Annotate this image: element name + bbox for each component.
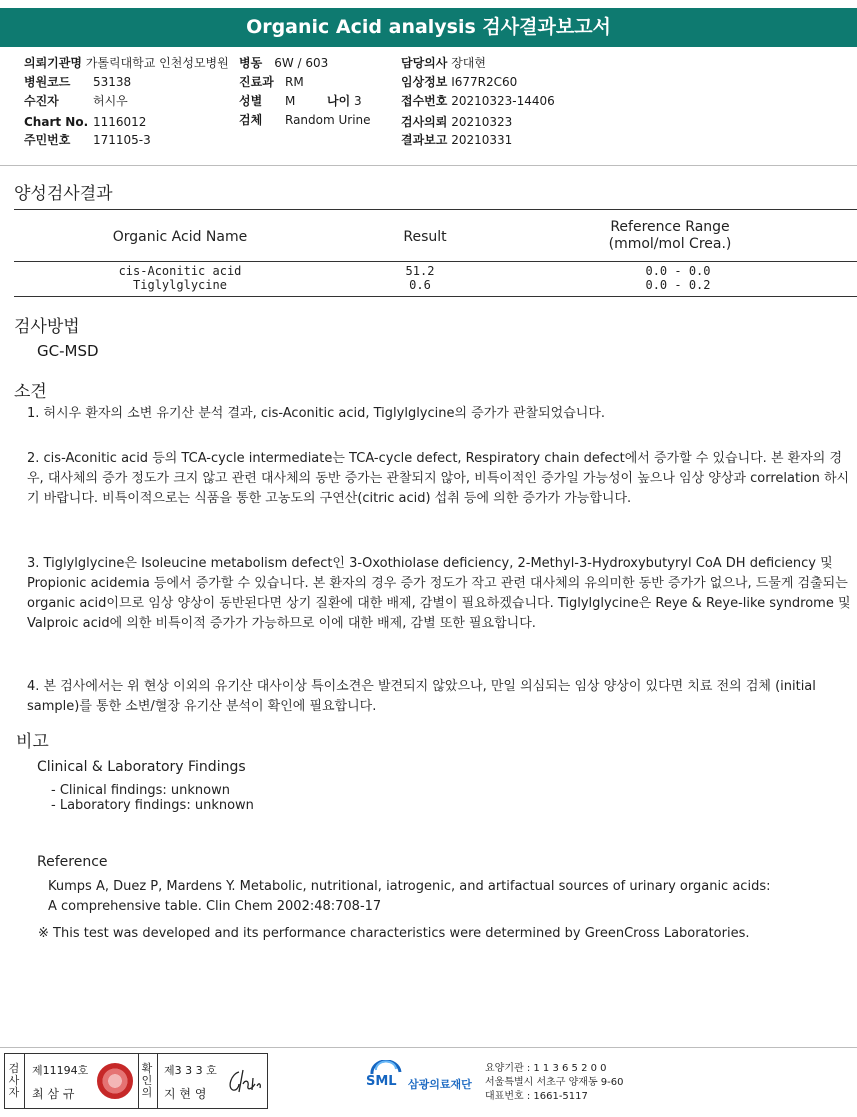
sml-logo-text: SML [366, 1074, 397, 1089]
organization-phone: 대표번호 : 1661-5117 [485, 1091, 588, 1102]
report-title: Organic Acid analysis 검사결과보고서 [0, 8, 857, 47]
handwritten-signature-icon [225, 1066, 263, 1096]
hospital-code: 병원코드 53138 [24, 75, 132, 89]
clinical-findings-title: Clinical & Laboratory Findings [37, 759, 246, 775]
table-row-2-name: Tiglylglycine [133, 278, 227, 292]
organization-address: 서울특별시 서초구 양재동 9-60 [485, 1077, 624, 1088]
table-row-2-result: 0.6 [409, 278, 431, 292]
clinical-info: 임상정보 I677R2C60 [401, 75, 518, 89]
organization-code: 요양기관 : 1 1 3 6 5 2 0 0 [485, 1063, 607, 1074]
confirmer-label: 확인의 [141, 1062, 153, 1099]
sex: 성별 M [239, 94, 296, 108]
patient-header [0, 50, 857, 166]
tester-name: 최 삼 규 [32, 1087, 75, 1101]
reference-line-2: A comprehensive table. Clin Chem 2002:48:708-17 [48, 899, 382, 914]
organization-name: 삼광의료재단 [408, 1078, 472, 1091]
confirmer-number: 제3 3 3 호 [164, 1064, 217, 1077]
finding-paragraph-2: 2. cis-Aconitic acid 등의 TCA-cycle intermediate는 TCA-cycle defect, Respiratory chain defect에서 증가할 수 있습니다. 본 환자의 경우, 대사체의 증가 정도가 크지 않고 관련 대사체의 동반 증가는 관찰되지 않아, 비특이적인 증가일 가능성이 높으나 임상 양상과 correlation 하시기 바랍니다. 비특이적으로는 식품을 통한 고농도의 구연산(citric acid) 섭취 등에 의한 증가가 가능합니다. [27, 451, 850, 506]
table-top-rule [14, 209, 857, 210]
positive-results-title: 양성검사결과 [14, 184, 113, 204]
age: 나이 3 [327, 94, 362, 108]
finding-paragraph-4: 4. 본 검사에서는 위 현상 이외의 유기산 대사이상 특이소견은 발견되지 않았으나, 만일 의심되는 임상 양상이 있다면 치료 전의 검체 (initial sample)를 통한 소변/혈장 유기산 분석이 확인에 필요합니다. [27, 679, 816, 714]
table-bottom-rule [14, 296, 857, 297]
list-item: - Laboratory findings: unknown [51, 798, 254, 813]
tester-number: 제11194호 [32, 1064, 89, 1077]
column-header-range: Reference Range (mmol/mol Crea.) [608, 219, 732, 252]
table-row-1-range: 0.0 - 0.0 [645, 264, 711, 278]
test-note: ※ This test was developed and its performance characteristics were determined by GreenCross Laboratories. [38, 926, 750, 941]
table-row-1-result: 51.2 [405, 264, 435, 278]
requesting-institution: 의뢰기관명 가톨릭대학교 인천성모병원 [24, 56, 229, 70]
report-date: 결과보고 20210331 [401, 133, 513, 147]
remarks-title: 비고 [16, 732, 49, 752]
finding-paragraph-3: 3. Tiglylglycine은 Isoleucine metabolism defect인 3-Oxothiolase deficiency, 2-Methyl-3-Hydroxybutyryl CoA DH deficiency 및 Propionic acidemia 등에서 증가할 수 있습니다. 본 환자의 경우 증가 정도가 작고 관련 대사체의 유의미한 동반 증가가 없으나, 드물게 검출되는 organic acid이므로 임상 양상이 동반된다면 상기 질환에 대한 배제, 감별이 필요하겠습니다. Tiglylglycine은 Reye & Reye-like syndrome 및 Valproic acid에 의한 비특이적 증가가 가능하므로 이에 대한 배제, 감별 또한 필요합니다. [27, 556, 851, 631]
confirmer-name: 지 현 영 [164, 1087, 207, 1101]
organization-info [485, 1062, 624, 1104]
column-header-result: Result [403, 229, 447, 245]
patient-name: 수진자 허시우 [24, 94, 128, 108]
physician: 담당의사 장대현 [401, 56, 486, 70]
table-header-rule [14, 261, 857, 262]
signature-box [4, 1053, 268, 1109]
resident-number: 주민번호 171105-3 [24, 133, 151, 147]
table-row-2-range: 0.0 - 0.2 [645, 278, 711, 292]
ward: 병동 6W / 603 [239, 56, 329, 70]
request-date: 검사의뢰 20210323 [401, 115, 513, 129]
method-title: 검사방법 [14, 317, 80, 337]
receipt-number: 접수번호 20210323-14406 [401, 94, 555, 108]
tester-label: 검사자 [8, 1062, 20, 1099]
specimen: 검체 Random Urine [239, 113, 371, 127]
sml-logo [366, 1060, 486, 1096]
finding-paragraph-1: 1. 허시우 환자의 소변 유기산 분석 결과, cis-Aconitic acid, Tiglylglycine의 증가가 관찰되었습니다. [27, 406, 606, 421]
department: 진료과 RM [239, 75, 304, 89]
column-header-name: Organic Acid Name [112, 229, 248, 245]
official-seal-icon [97, 1063, 133, 1099]
clinical-findings-list [51, 783, 254, 813]
findings-title: 소견 [14, 382, 47, 402]
list-item: - Clinical findings: unknown [51, 783, 230, 798]
method-value: GC-MSD [37, 342, 99, 360]
reference-line-1: Kumps A, Duez P, Mardens Y. Metabolic, nutritional, iatrogenic, and artifactual sources of urinary organic acids: [48, 879, 771, 894]
chart-number: Chart No. 1116012 [24, 115, 147, 129]
table-row-1-name: cis-Aconitic acid [118, 264, 242, 278]
reference-title: Reference [37, 854, 108, 870]
footer-rule [0, 1047, 857, 1048]
